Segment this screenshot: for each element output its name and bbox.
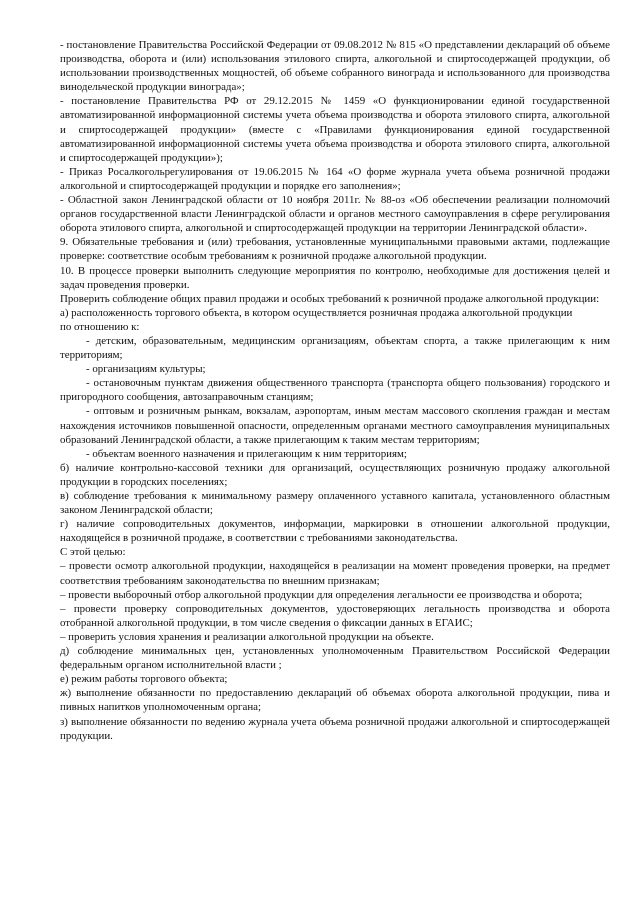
- paragraph: – провести выборочный отбор алкогольной продукции для определения легальности ее производства и оборота;: [60, 588, 583, 601]
- paragraph: - постановление Правительства РФ от 29.12.2015 № 1459 «О функционировании единой государственной автоматизированной информационной системы учета объема производства и оборота этилового спирта, алкогольной и спиртосодержащей продукции» (вместе с «Правилами функционирования единой государственной автоматизированной информационной системы учета объема производства и оборота этилового спирта, алкогольной и спиртосодержащей продукции»);: [60, 95, 610, 164]
- paragraph: - организациям культуры;: [86, 363, 206, 376]
- paragraph: Проверить соблюдение общих правил продажи и особых требований к розничной продаже алкогольной продукции:: [60, 292, 600, 305]
- paragraph: е) режим работы торгового объекта;: [60, 673, 228, 686]
- paragraph: – провести проверку сопроводительных документов, удостоверяющих легальность производства и оборота отобранной алкогольной продукции, в том числе сведения о фиксации данных в ЕГАИС;: [60, 602, 610, 629]
- paragraph: - оптовым и розничным рынкам, вокзалам, аэропортам, иным местам массового скопления граждан и местам нахождения источников повышенной опасности, определенным органами местного самоуправления муниципальных образований Ленинградской области, а также прилегающим к таким местам территориям;: [60, 405, 610, 446]
- paragraph: - Приказ Росалкогольрегулирования от 19.06.2015 № 164 «О форме журнала учета объема розничной продажи алкогольной и спиртосодержащей продукции и порядке его заполнения»;: [60, 165, 610, 192]
- paragraph: б) наличие контрольно-кассовой техники для организаций, осуществляющих розничную продажу алкогольной продукции в городских поселениях;: [60, 461, 610, 488]
- paragraph: – проверить условия хранения и реализации алкогольной продукции на объекте.: [60, 630, 434, 643]
- paragraph: - остановочным пунктам движения общественного транспорта (транспорта общего пользования) городского и пригородного сообщения, автозаправочным станциям;: [60, 377, 610, 404]
- paragraph: по отношению к:: [60, 320, 140, 333]
- paragraph: ж) выполнение обязанности по предоставлению деклараций об объемах оборота алкогольной продукции, пива и пивных напитков уполномоченным органа;: [60, 687, 610, 714]
- paragraph: - объектам военного назначения и прилегающим к ним территориям;: [86, 447, 407, 460]
- paragraph: з) выполнение обязанности по ведению журнала учета объема розничной продажи алкогольной и спиртосодержащей продукции.: [60, 715, 610, 742]
- paragraph: - детским, образовательным, медицинским организациям, объектам спорта, а также прилегающим к ним территориям;: [60, 334, 610, 362]
- paragraph: - постановление Правительства Российской Федерации от 09.08.2012 № 815 «О представлении деклараций об объеме производства, оборота и (или) использования этилового спирта, алкогольной и спиртосодержащей продукции, об использовании производственных мощностей, об объеме собранного винограда и использованного для производства винодельческой продукции винограда»;: [60, 39, 610, 94]
- paragraph: 10. В процессе проверки выполнить следующие мероприятия по контролю, необходимые для достижения целей и задач проведения проверки.: [60, 264, 610, 291]
- paragraph: д) соблюдение минимальных цен, установленных уполномоченным Правительством Российской Федерации федеральным органом исполнительной власти ;: [60, 645, 610, 672]
- paragraph: в) соблюдение требования к минимальному размеру оплаченного уставного капитала, установленного областным законом Ленинградской области;: [60, 490, 610, 517]
- paragraph: г) наличие сопроводительных документов, информации, маркировки в отношении алкогольной продукции, находящейся в розничной продаже, в соответствии с требованиями законодательства.: [60, 518, 610, 545]
- document-page: [60, 38, 610, 743]
- paragraph: а) расположенность торгового объекта, в котором осуществляется розничная продажа алкогольной продукции: [60, 306, 573, 319]
- paragraph: 9. Обязательные требования и (или) требования, установленные муниципальными правовыми актами, подлежащие проверке: соответствие особым требованиям к розничной продаже алкогольной продукции.: [60, 236, 610, 263]
- paragraph: – провести осмотр алкогольной продукции, находящейся в реализации на момент проведения проверки, на предмет соответствия требованиям законодательства по внешним признакам;: [60, 560, 610, 587]
- paragraph: - Областной закон Ленинградской области от 10 ноября 2011г. № 88-оз «Об обеспечении реализации полномочий органов государственной власти Ленинградской области и органов местного самоуправления в сфере регулирования оборота этилового спирта, алкогольной и спиртосодержащей продукции на территории Ленинградской области».: [60, 194, 610, 235]
- paragraph: С этой целью:: [60, 546, 126, 559]
